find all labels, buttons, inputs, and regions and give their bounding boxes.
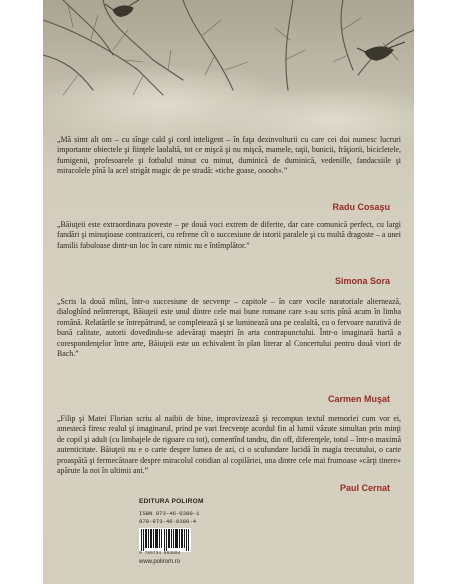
quote-1-text: „Mă simt alt om – cu sînge cald şi cord inteligent – în faţa dezinvolturii cu care cei doi numesc lucruri importante obiectele şi fiinţele laolaltă, tot ce mişcă şi nu mişcă, mamele, taţii, bunicii, frăţiorii, bicicletele, fumigenii, profesoarele şi fotbalul minut cu minut, duminică de duminică, vedenille, fandacsiile şi miracolele pînă la acel strigăt magic de pe stradă: «tiche goase, ooooh».” <box>57 135 401 176</box>
barcode <box>139 528 191 552</box>
quote-4-author: Paul Cernat <box>339 483 390 493</box>
back-cover <box>43 0 414 584</box>
quote-3-text: „Scris la două mîini, într-o succesiune de secvenţe – capitole – în care vocile naratoriale alternează, dialoghînd neîntrerupt, Băiuţeii este unul dintre cele mai bune romane care s-au scris pînă acum în limba română. Relatările se întrepătrund, se completează şi se luminează una pe cealaltă, cu o fervoare narativă de bună calitate, autorii dovedindu-se adevăraţi maeştri în arta contrapunctului. Într-o imaginară hartă a corespondenţelor între arte, Băiuţeii este un echivalent în plan literar al Concertului pentru două viori de Bach.” <box>57 297 401 359</box>
quote-2 <box>57 220 401 251</box>
sky-branches-illustration <box>43 0 414 150</box>
quote-3-author: Carmen Muşat <box>327 394 390 404</box>
quote-1-author: Radu Cosaşu <box>332 202 390 212</box>
isbn-13: 978-973-46-0380-4 <box>139 518 197 525</box>
quote-4-text: „Filip şi Matei Florian scriu al naibii de bine, improvizează şi recompun textul memoriei cum vor ei, amestecă firesc realul şi imaginarul, prind pe vari frecvenţe acordul fin al lumii văzute simultan prin minţi de copil şi adult (cu limbajele de rigoare cu tot), comentînd tandru, din off, diferenţele, totul – într-o maximă autenticitate. Băiuţeii nu e o carte despre lumea de azi, ci o scufundare lucidă în magia trecutului, o carte proaspătă şi fermecătoare despre miracolul cotidian al copilăriei, una dintre cele mai frumoase «cărţi tinere» apărute la noi în ultimii ani.” <box>57 414 401 476</box>
quote-1 <box>57 135 401 177</box>
crow-top-icon <box>105 0 139 16</box>
barcode-number: 9 789734 603804 <box>139 551 181 556</box>
quote-2-text: „Băiuţeii este extraordinara poveste – pe două voci extrem de diferite, dar care comunică perfect, cu largi fandări şi minuţioase contraziceri, cu refrene cît o succesiune de istorii paralele şi cu multă dragoste – a unei familii fabuloase dintr-un loc în care nimic nu e întîmplător.” <box>57 220 401 250</box>
quote-4 <box>57 414 401 476</box>
quote-2-author: Simona Sora <box>334 276 390 286</box>
quote-3 <box>57 297 401 359</box>
crow-right-icon <box>357 42 405 60</box>
isbn-10: ISBN 973-46-0380-1 <box>139 510 200 517</box>
publisher-website: www.polirom.ro <box>139 559 181 565</box>
publisher-name: EDITURA POLIROM <box>139 498 204 505</box>
